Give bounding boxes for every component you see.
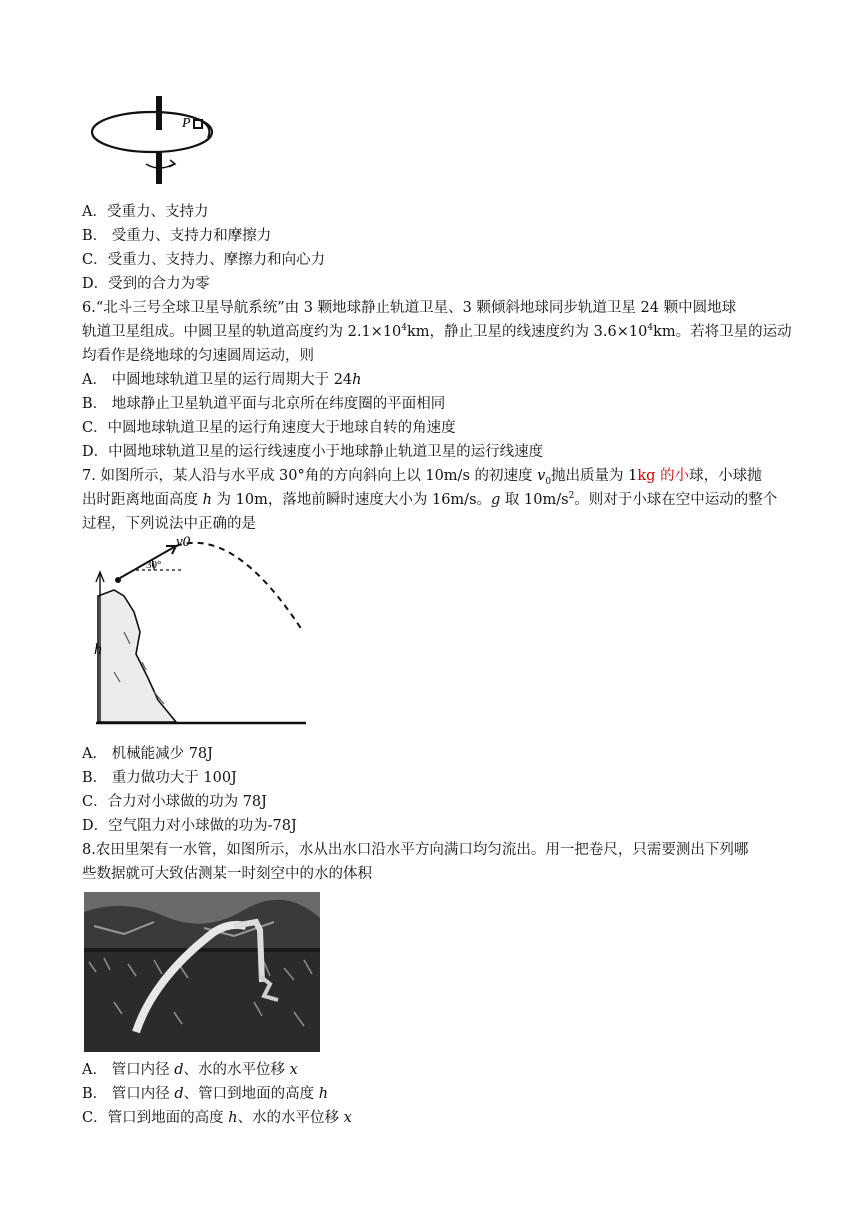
q8-option-a: A． 管口内径 d、水的水平位移 x [82, 1062, 298, 1078]
q6-stem-line-2: 轨道卫星组成。中圆卫星的轨道高度约为 $2.1\times 10^4km$，静止卫星的线速度约为 $3.6\times 10^4km$。若将卫星的运动 [82, 323, 792, 340]
q5-option-d: D．受到的合力为零 [82, 276, 210, 292]
q7-option-c: C．合力对小球做的功为 78J [82, 794, 267, 810]
q6-option-c: C．中圆地球轨道卫星的运行角速度大于地球自转的角速度 [82, 420, 456, 436]
q8-stem-line-1: 8.农田里架有一水管，如图所示，水从出水口沿水平方向满口均匀流出。用一把卷尺，只需要测出下列哪 [82, 842, 749, 858]
q5-option-a: A．受重力、支持力 [82, 204, 209, 220]
q6-option-b: B． 地球静止卫星轨道平面与北京所在纬度圈的平面相同 [82, 396, 446, 412]
q7-stem-line-3: 过程，下列说法中正确的是 [82, 516, 256, 532]
q8-option-c: C．管口到地面的高度 h、水的水平位移 x [82, 1110, 352, 1126]
label-p: P [182, 116, 191, 131]
q6-stem-line-3: 均看作是绕地球的匀速圆周运动，则 [82, 348, 314, 364]
water-pipe-photo [84, 892, 320, 1052]
q7-stem-line-2: 出时距离地面高度 h 为 10m，落地前瞬时速度大小为 16m/s。g 取 $10m/s^2$。则对于小球在空中运动的整个 [82, 491, 778, 508]
q7-option-d: D．空气阻力对小球做的功为-78J [82, 818, 297, 834]
q6-option-a: A． 中圆地球轨道卫星的运行周期大于 24h [82, 372, 362, 388]
q8-option-b: B． 管口内径 d、管口到地面的高度 h [82, 1086, 329, 1102]
label-angle: 30° [146, 559, 162, 571]
q5-option-c: C．受重力、支持力、摩擦力和向心力 [82, 252, 326, 268]
projectile-figure [84, 532, 324, 732]
turntable-figure [84, 94, 228, 188]
label-h: h [94, 641, 102, 658]
q7-stem-line-1: 7. 如图所示，某人沿与水平成 30°角的方向斜向上以 10m/s 的初速度 $v_0$抛出质量为 1kg 的小球，小球抛 [82, 468, 762, 487]
q6-stem-line-1: 6.“北斗三号全球卫星导航系统”由 3 颗地球静止轨道卫星、3 颗倾斜地球同步轨道卫星 24 颗中圆地球 [82, 300, 737, 316]
q6-option-d: D．中圆地球轨道卫星的运行线速度小于地球静止轨道卫星的运行线速度 [82, 444, 544, 460]
q7-option-b: B． 重力做功大于 100J [82, 770, 237, 786]
label-v0: v0 [176, 534, 191, 550]
q7-option-a: A． 机械能减少 78J [82, 746, 213, 762]
q5-option-b: B． 受重力、支持力和摩擦力 [82, 228, 272, 244]
q8-stem-line-2: 些数据就可大致估测某一时刻空中的水的体积 [82, 866, 372, 882]
